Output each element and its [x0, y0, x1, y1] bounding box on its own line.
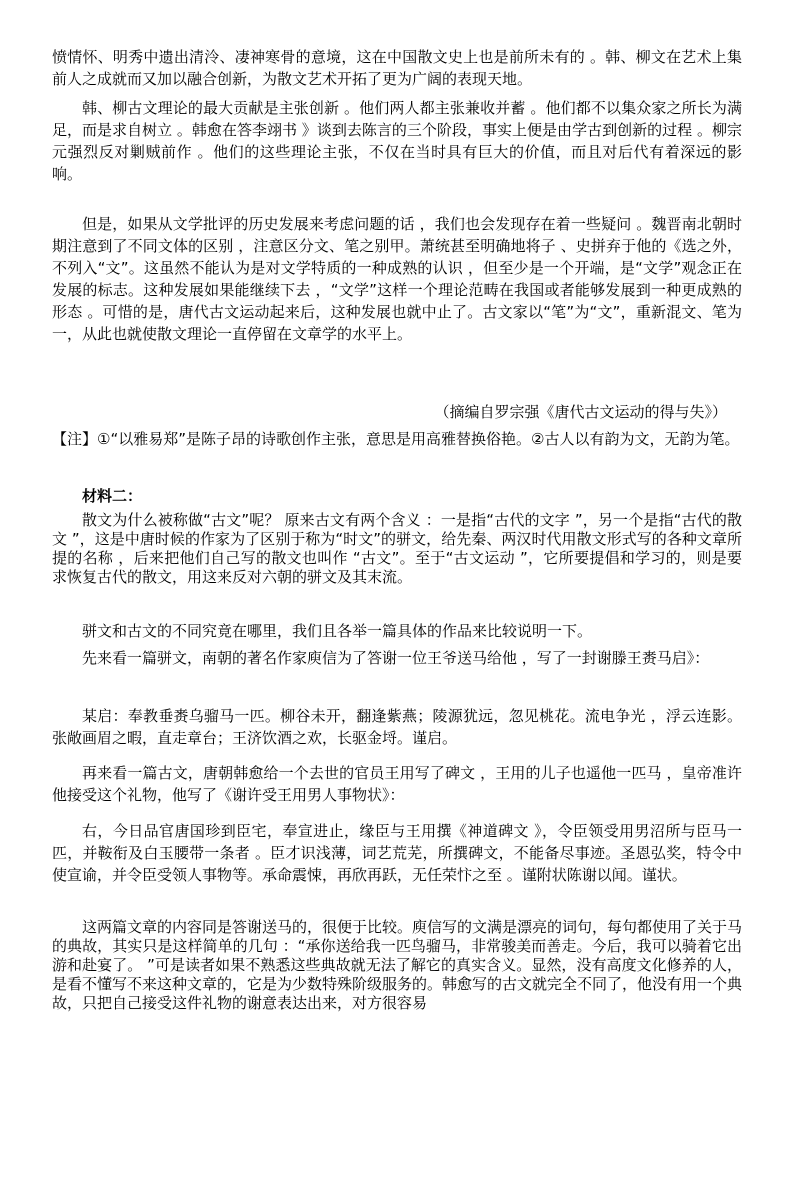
paragraph-text: 这两篇文章的内容同是答谢送马的，很便于比较。庾信写的文满是漂亮的词句，每句都使用了关于马的典故，其实只是这样简单的几句 ：“承你送给我一匹鸟骝马，非常骏美而善走。今后，我可以骑着它出游和赴宴了。 ”可是读者如果不熟悉这些典故就无法了解它的真实含义。显然，没有高度文化修养的人，是看不懂写不来这种文章的，它是为少数特殊阶级服务的。韩愈写的古文就完全不同了，他没有用一个典故，只把自己接受这件礼物的谢意表达出来，对方很容易 — [52, 918, 743, 1012]
note-text: 【注】①“以雅易郑”是陈子昂的诗歌创作主张，意思是用高雅替换俗艳。②古人以有韵为文，无韵为笔。 — [52, 430, 740, 448]
paragraph-guwen-meaning — [52, 511, 742, 587]
paragraph-comparison-intro — [52, 620, 742, 642]
paragraph-text: 韩、柳古文理论的最大贡献是主张创新 。他们两人都主张兼收并蓄 。他们都不以集众家之所长为满足，而是求自树立 。韩愈在答李翊书 》谈到去陈言的三个阶段，事实上便是由学古到创新的过程 。柳宗元强烈反对剿贼前作 。他们的这些理论主张，不仅在当时具有巨大的价值，而且对后代有着深远的影响。 — [52, 99, 742, 183]
quote-yu-xin — [52, 705, 742, 749]
source-citation: （摘编自罗宗强《唐代古文运动的得与失》） — [434, 403, 727, 421]
paragraph-text: 愤情怀、明秀中遗出清泠、凄神寒骨的意境，这在中国散文史上也是前所未有的 。韩、柳文在艺术上集前人之成就而又加以融合创新，为散文艺术开拓了更为广阔的表现天地。 — [52, 48, 742, 88]
paragraph-text: 骈文和古文的不同究竟在哪里，我们且各举一篇具体的作品来比较说明一下。 — [82, 622, 593, 640]
quote-text: 右，今日品官唐国珍到臣宅，奉宣进止，缘臣与王用撰《神道碑文 》，令臣领受用男沼所与臣马一匹，并鞍衔及白玉腰带一条者 。臣才识浅薄，词艺荒芜，所撰碑文，不能备尽事迹。圣恩弘奖，特令中使宣谕，并令臣受领人事物等。承命震悚，再欣再跃，无任荣忭之至 。谨附状陈谢以闻。谨状。 — [52, 822, 742, 884]
paragraph-text: 但是，如果从文学批评的历史发展来考虑问题的话 ，我们也会发现存在着一些疑问 。魏晋南北朝时期注意到了不同文体的区别 ，注意区分文、笔之别甲。萧统甚至明确地将子 、史拼弃于他的《选之外，不列入“文”。这虽然不能认为是对文学特质的一种成熟的认识 ，但至少是一个开端，是“文学”观念正在发展的标志。这种发展如果能继续下去 ，“文学”这样一个理论范畴在我国或者能够发展到一种更成熟的形态 。可惜的是，唐代古文运动起来后，这种发展也就中止了。古文家以“笔”为“文”，重新混文、笔为一，从此也就使散文理论一直停留在文章学的水平上。 — [52, 215, 742, 343]
paragraph-text: 再来看一篇古文，唐朝韩愈给一个去世的官员王用写了碑文 ，王用的儿子也遥他一匹马 ，皇帝准许他接受这个礼物，他写了《谢许受王用男人事物状》： — [52, 764, 742, 804]
annotation-note — [52, 428, 742, 450]
paragraph-guwen-intro — [52, 762, 742, 806]
section-heading — [52, 485, 742, 507]
paragraph-intro-continuation — [52, 46, 742, 90]
paragraph-text: 先来看一篇骈文，南朝的著名作家庾信为了答谢一位王爷送马给他 ，写了一封谢滕王赉马启》： — [82, 649, 710, 667]
quote-text: 某启：奉教垂赉乌骝马一匹。柳谷未开，翻逢紫燕；陵源犹远，忽见桃花。流电争光 ，浮云连影。张敞画眉之暇，直走章台；王济饮酒之欢，长驱金埒。谨启。 — [52, 707, 742, 747]
paragraph-innovation — [52, 97, 742, 185]
paragraph-text: 散文为什么被称做“古文”呢？ 原来古文有两个含义 ：一是指“古代的文字 ”，另一个是指“古代的散文 ”，这是中唐时候的作家为了区别于称为“时文”的骈文，给先秦、两汉时代用散文形式写的各种文章所提的名称 ，后来把他们自己写的散文也叫作 “古文”。至于“古文运动 ”，它所要提倡和学习的，则是要求恢复古代的散文，用这来反对六朝的骈文及其末流。 — [52, 511, 742, 586]
heading-text: 材料二： — [82, 487, 143, 505]
paragraph-comparison — [52, 918, 742, 1013]
paragraph-critique — [52, 213, 742, 345]
paragraph-pianwen-intro — [52, 647, 742, 669]
quote-han-yu — [52, 820, 742, 886]
